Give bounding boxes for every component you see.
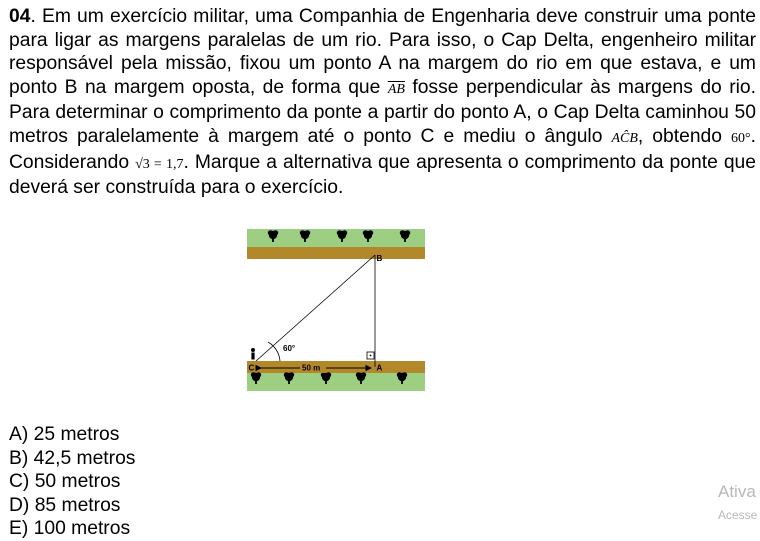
- label-c: C: [248, 363, 255, 373]
- question-text-part: fosse perpendicular às margens do rio. Para determinar o comprimento da ponte a partir do ponto A, o Cap Delta caminhou 50 metros paralelamente à margem até o ponto C e mediu o ângulo: [9, 76, 756, 147]
- question-text-part: . Marque a alternativa que apresenta o comprimento da ponte que deverá ser construída para o exercício.: [9, 151, 756, 199]
- question-number: 04: [9, 6, 31, 27]
- option-e[interactable]: E) 100 metros: [9, 518, 131, 539]
- answer-options: [9, 423, 135, 541]
- question-text-part: . Em um exercício militar, uma Companhia de Engenharia deve construir uma ponte para ligar as margens paralelas de um rio. Para isso, o Cap Delta, engenheiro militar responsável pela missão, fixou um ponto A na margem do rio em que estava, e um ponto B na margem oposta, de forma que: [9, 6, 756, 98]
- angle-label: 60°: [283, 344, 296, 353]
- far-bank-soil: [247, 247, 425, 259]
- question-text-part: , obtendo: [637, 125, 732, 147]
- option-c[interactable]: C) 50 metros: [9, 471, 121, 492]
- angle-value: 60°: [731, 130, 751, 146]
- label-a: A: [376, 363, 383, 373]
- watermark-line1: Ativa: [718, 482, 756, 501]
- label-b: B: [376, 254, 383, 263]
- distance-label: 50 m: [302, 363, 321, 373]
- watermark-line2: Acesse: [718, 508, 758, 522]
- option-b[interactable]: B) 42,5 metros: [9, 447, 136, 469]
- sqrt-expression: √3 = 1,7: [135, 156, 184, 172]
- option-a[interactable]: A) 25 metros: [9, 424, 120, 445]
- person-icon: [251, 348, 255, 360]
- activation-watermark: [718, 482, 757, 524]
- question-text: [9, 5, 756, 200]
- segment-ab: $\overline{AB}$: [387, 81, 405, 97]
- near-bank-soil: [247, 361, 425, 373]
- option-d[interactable]: D) 85 metros: [9, 494, 121, 516]
- hypotenuse-cb: [256, 255, 375, 361]
- question-text-part: . Considerando: [9, 125, 756, 173]
- river-figure: [247, 229, 425, 391]
- angle-acb: AĈB: [611, 130, 638, 146]
